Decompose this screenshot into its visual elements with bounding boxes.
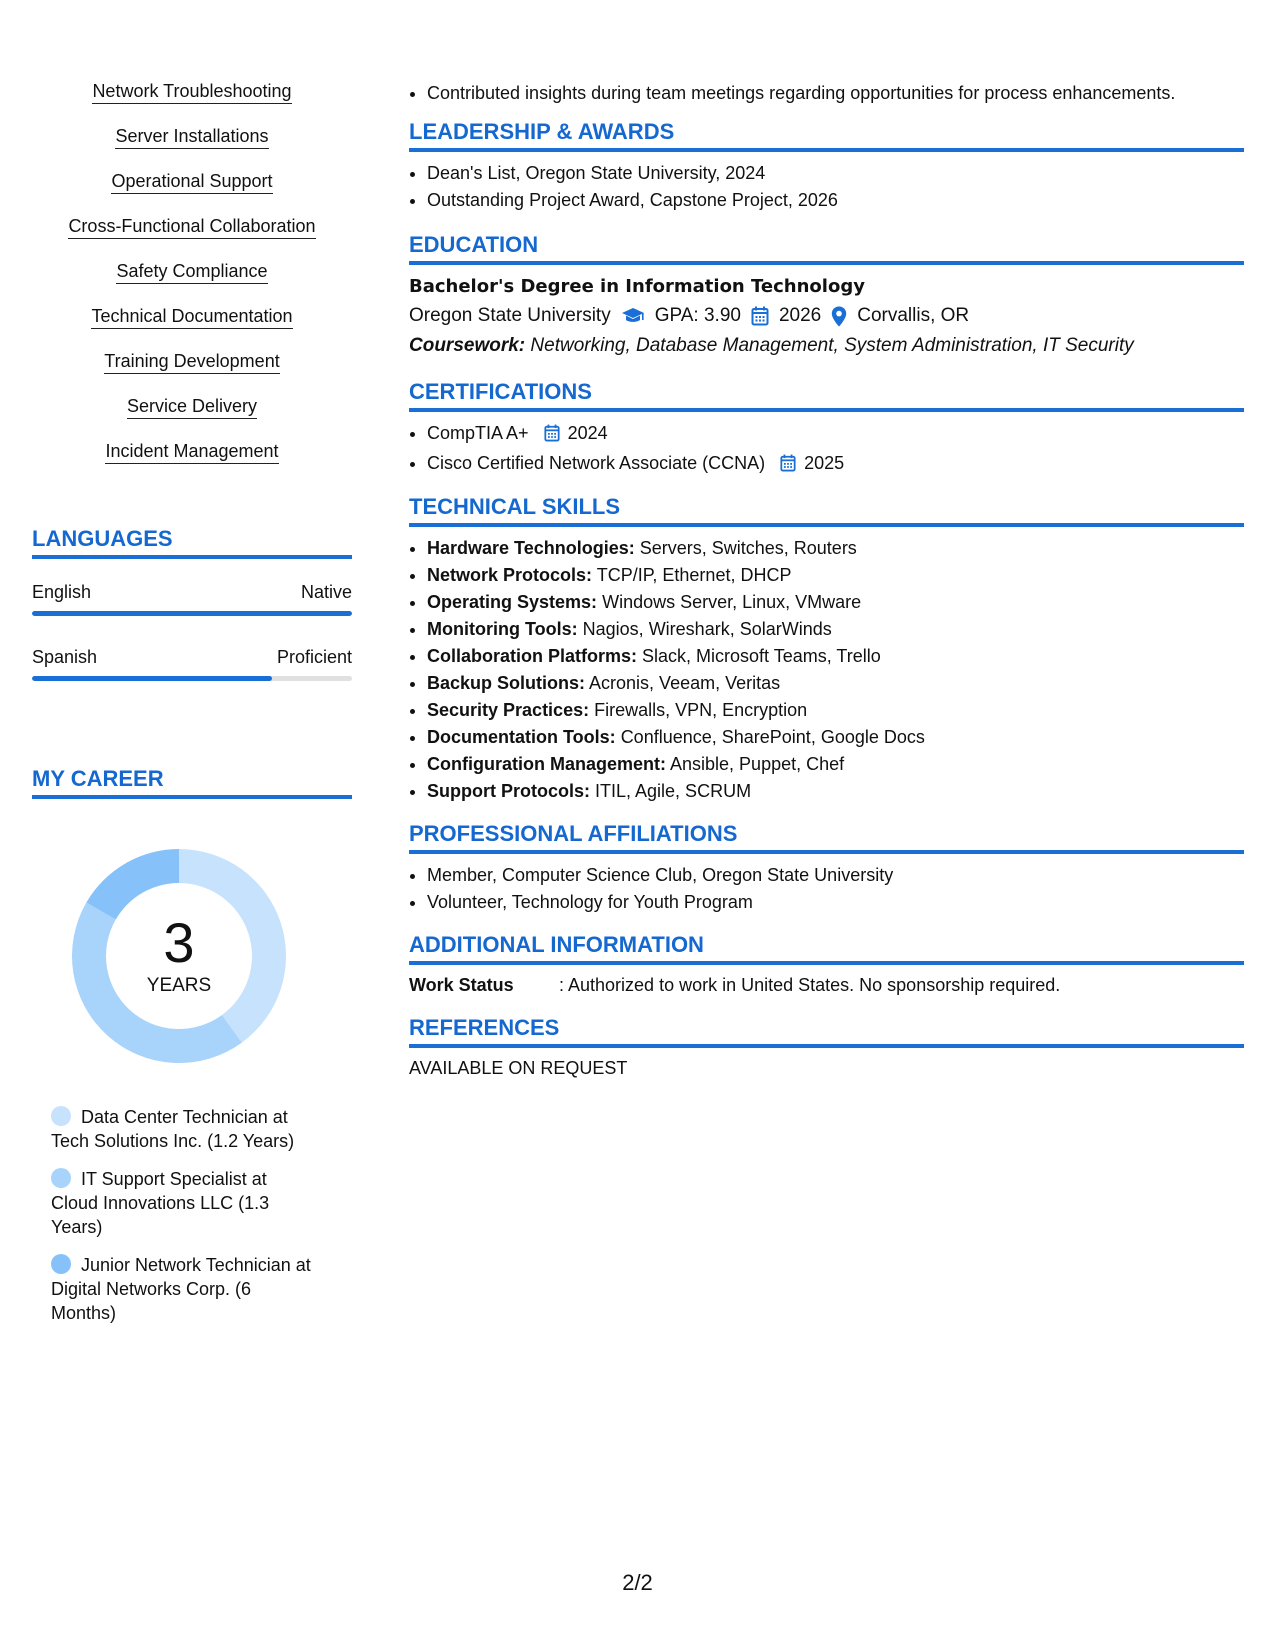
affiliation-item: • Volunteer, Technology for Youth Program	[427, 889, 1244, 916]
career-legend-label: Data Center Technician at Tech Solutions Inc. (1.2 Years)	[51, 1107, 295, 1151]
legend-dot	[51, 1106, 71, 1126]
skill-item	[32, 215, 352, 260]
tech-skill-value: TCP/IP, Ethernet, DHCP	[596, 565, 792, 585]
certification-item	[427, 450, 1244, 480]
skill-item	[32, 170, 352, 215]
skill-tag: Service Delivery	[127, 395, 257, 419]
tech-skill-item	[427, 778, 1244, 805]
legend-dot	[51, 1254, 71, 1274]
tech-skill-item	[427, 589, 1244, 616]
certification-year: 2025	[804, 453, 845, 473]
career-heading: MY CAREER	[32, 766, 352, 799]
language-name: Spanish	[32, 647, 98, 667]
tech-skill-value: Firewalls, VPN, Encryption	[594, 700, 808, 720]
references-text: AVAILABLE ON REQUEST	[409, 1058, 628, 1078]
affiliations-heading: PROFESSIONAL AFFILIATIONS	[409, 821, 1244, 854]
education-heading: EDUCATION	[409, 232, 1244, 265]
tech-skill-label: Backup Solutions:	[427, 673, 586, 693]
graduation-cap-icon	[621, 307, 645, 325]
certification-name: Cisco Certified Network Associate (CCNA)	[427, 453, 766, 473]
certifications-heading: CERTIFICATIONS	[409, 379, 1244, 412]
languages-section	[32, 526, 352, 681]
career-legend-item	[51, 1105, 311, 1153]
tech-skill-label: Monitoring Tools:	[427, 619, 578, 639]
career-legend-label: IT Support Specialist at Cloud Innovations LLC (1.3 Years)	[51, 1169, 270, 1237]
skill-item	[32, 395, 352, 440]
calendar-icon	[751, 306, 769, 326]
tech-skill-item	[427, 616, 1244, 643]
work-status-label: Work Status	[409, 975, 514, 995]
skill-tag: Training Development	[104, 350, 279, 374]
skill-item	[32, 125, 352, 170]
languages-heading: LANGUAGES	[32, 526, 352, 559]
tech-skill-item	[427, 724, 1244, 751]
calendar-icon	[544, 423, 560, 450]
experience-bullets	[409, 80, 1244, 107]
leadership-item: • Dean's List, Oregon State University, 2024	[427, 160, 1244, 187]
education-coursework	[409, 331, 1244, 361]
certification-name: CompTIA A+	[427, 423, 529, 443]
tech-skill-item	[427, 751, 1244, 778]
skill-tag: Incident Management	[105, 440, 278, 464]
tech-skill-label: Documentation Tools:	[427, 727, 616, 747]
language-level: Native	[300, 582, 352, 602]
affiliation-item: • Member, Computer Science Club, Oregon State University	[427, 862, 1244, 889]
tech-skill-value: ITIL, Agile, SCRUM	[595, 781, 752, 801]
tech-skill-value: Slack, Microsoft Teams, Trello	[642, 646, 881, 666]
education-degree: Bachelor's Degree in Information Technology	[409, 276, 865, 297]
skill-item	[32, 350, 352, 395]
tech-skill-value: Acronis, Veeam, Veritas	[589, 673, 781, 693]
career-legend-label: Junior Network Technician at Digital Networks Corp. (6 Months)	[51, 1255, 311, 1323]
certification-item	[427, 420, 1244, 450]
tech-skill-label: Operating Systems:	[427, 592, 598, 612]
tech-skill-item	[427, 643, 1244, 670]
legend-dot	[51, 1168, 71, 1188]
references-heading: REFERENCES	[409, 1015, 1244, 1048]
skills-list	[32, 80, 352, 485]
tech-skill-label: Network Protocols:	[427, 565, 593, 585]
tech-skill-value: Confluence, SharePoint, Google Docs	[620, 727, 925, 747]
tech-skill-value: Ansible, Puppet, Chef	[670, 754, 845, 774]
language-bar	[32, 676, 352, 681]
tech-skill-label: Support Protocols:	[427, 781, 590, 801]
education-details	[409, 301, 1244, 331]
experience-bullet: • Contributed insights during team meetings regarding opportunities for process enhancements.	[427, 80, 1244, 107]
career-legend	[51, 1105, 311, 1325]
tech-skill-value: Servers, Switches, Routers	[639, 538, 857, 558]
technical-skills-list	[409, 535, 1244, 805]
left-column	[32, 80, 352, 1323]
tech-skill-item	[427, 562, 1244, 589]
certifications-list	[409, 420, 1244, 480]
skill-tag: Technical Documentation	[91, 305, 292, 329]
language-bar	[32, 611, 352, 616]
language-bar-fill	[32, 676, 272, 681]
education-year: 2026	[778, 305, 822, 326]
donut-center	[64, 841, 294, 1071]
right-column	[409, 80, 1244, 1080]
skill-tag: Network Troubleshooting	[92, 80, 291, 104]
leadership-item: • Outstanding Project Award, Capstone Project, 2026	[427, 187, 1244, 214]
career-legend-item	[51, 1253, 311, 1325]
career-total: 3	[163, 911, 195, 974]
work-status-row	[409, 973, 1244, 997]
tech-skill-value: Nagios, Wireshark, SolarWinds	[582, 619, 832, 639]
language-row	[32, 581, 352, 603]
skill-tag: Server Installations	[115, 125, 268, 149]
leadership-heading: LEADERSHIP & AWARDS	[409, 119, 1244, 152]
coursework-text: Networking, Database Management, System Administration, IT Security	[530, 335, 1134, 356]
career-legend-item	[51, 1167, 311, 1239]
affiliations-list	[409, 862, 1244, 916]
skill-item	[32, 80, 352, 125]
skill-item	[32, 260, 352, 305]
tech-skill-item	[427, 535, 1244, 562]
language-row	[32, 646, 352, 668]
skill-tag: Operational Support	[111, 170, 272, 194]
skill-item	[32, 305, 352, 350]
education-gpa: GPA: 3.90	[654, 305, 741, 326]
page-number: 2/2	[622, 1570, 653, 1595]
tech-skill-value: Windows Server, Linux, VMware	[602, 592, 862, 612]
skill-item	[32, 440, 352, 485]
tech-skill-label: Hardware Technologies:	[427, 538, 635, 558]
certification-year: 2024	[567, 423, 608, 443]
education-school: Oregon State University	[409, 305, 611, 326]
education-location: Corvallis, OR	[857, 305, 970, 326]
skill-tag: Cross-Functional Collaboration	[68, 215, 315, 239]
calendar-icon	[780, 453, 796, 480]
career-section	[32, 766, 352, 1339]
language-name: English	[32, 582, 92, 602]
coursework-label: Coursework:	[409, 335, 526, 356]
work-status-value: : Authorized to work in United States. No sponsorship required.	[559, 975, 1061, 995]
tech-skill-item	[427, 697, 1244, 724]
career-donut	[64, 841, 294, 1071]
tech-skill-item	[427, 670, 1244, 697]
location-pin-icon	[831, 306, 847, 327]
tech-skill-label: Configuration Management:	[427, 754, 666, 774]
tech-skill-label: Security Practices:	[427, 700, 590, 720]
leadership-list	[409, 160, 1244, 214]
skill-tag: Safety Compliance	[116, 260, 267, 284]
technical-skills-heading: TECHNICAL SKILLS	[409, 494, 1244, 527]
language-level: Proficient	[276, 647, 352, 667]
additional-info-heading: ADDITIONAL INFORMATION	[409, 932, 1244, 965]
career-unit: YEARS	[146, 975, 212, 996]
tech-skill-label: Collaboration Platforms:	[427, 646, 638, 666]
language-bar-fill	[32, 611, 352, 616]
